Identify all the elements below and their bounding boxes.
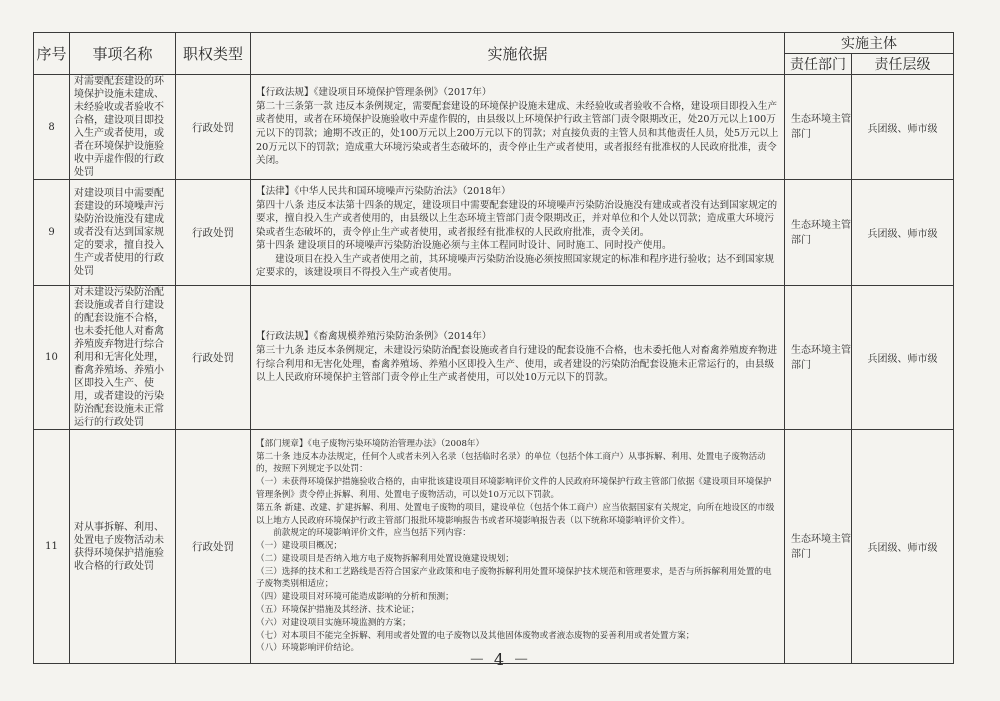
basis-paragraph: 第二十三条第一款 违反本条例规定，需要配套建设的环境保护设施未建成、未经验收或者验收不合格，建设项目即投入生产或者使用，或者在环境保护设施验收中弄虚作假的，由县级以上环境保护行政主管部门责令限期改正，处20万元以上100万元以下的罚款；逾期不改正的，处100万元以上200万元以下的罚款；对直接负责的主管人员和其他责任人员，处5万元以上20万元以下的罚款；造成重大环境污染或者生态破坏的，责令停止生产或者使用，或者报经有批准权的人民政府批准，责令关闭。 [256,100,779,167]
row-dept: 生态环境主管部门 [785,180,852,286]
basis-paragraph: （八）环境影响评价结论。 [256,643,360,654]
row-name: 对未建设污染防治配套设施或者自行建设的配套设施不合格，也未委托他人对畜禽养殖废弃物进行综合利用和无害化处理，畜禽养殖场、养殖小区即投入生产、使用，或者建设的污染防治配套设施未正常运行的行政处罚 [70,286,176,430]
basis-paragraph: （五）环境保护措施及其经济、技术论证； [256,605,420,616]
powers-table [33,32,954,664]
basis-paragraph: 第二十条 违反本办法规定，任何个人或者未列入名录（包括临时名录）的单位（包括个体工商户）从事拆解、利用、处置电子废物活动的，按照下列规定予以处罚： [256,451,766,475]
header-row [34,33,954,54]
basis-paragraph: 第四十八条 违反本法第十四条的规定，建设项目中需要配套建设的环境噪声污染防治设施没有建成或者没有达到国家规定的要求，擅自投入生产或者使用的，由县级以上生态环境主管部门责令限期改正，并对单位和个人处以罚款；造成重大环境污染或者生态破坏的，责令停止生产或者使用，或者报经有批准权的人民政府批准，责令关闭。 [256,199,778,238]
row-seq: 11 [34,430,70,664]
row-level: 兵团级、师市级 [852,286,954,430]
row-level: 兵团级、师市级 [852,180,954,286]
basis-paragraph: 第三十九条 违反本条例规定，未建设污染防治配套设施或者自行建设的配套设施不合格，也未委托他人对畜禽养殖废弃物进行综合利用和无害化处理，畜禽养殖场、养殖小区即投入生产、使用，或者建设的污染防治配套设施未正常运行的，由县级以上人民政府环境保护主管部门责令停止生产或者使用，可以处10万元以下的罚款。 [256,344,778,384]
row-name: 对需要配套建设的环境保护设施未建成、未经验收或者验收不合格，建设项目即投入生产或者使用，或者在环境保护设施验收中弄虚作假的行政处罚 [70,75,176,180]
basis-paragraph: （六）对建设项目实施环境监测的方案； [256,617,411,628]
header-level: 责任层级 [852,54,954,75]
basis-paragraph: 前款规定的环境影响评价文件，应当包括下列内容： [256,528,471,539]
basis-paragraph: （七）对本项目不能完全拆解、利用或者处置的电子废物以及其他固体废物或者液态废物的妥善利用或者处置方案； [256,630,695,641]
basis-paragraph: 【部门规章】《电子废物污染环境防治管理办法》（2008年） [256,438,485,449]
row-seq: 9 [34,180,70,286]
row-name: 对建设项目中需要配套建设的环境噪声污染防治设施没有建成或者没有达到国家规定的要求，擅自投入生产或者使用的行政处罚 [70,180,176,286]
row-type: 行政处罚 [176,286,251,430]
row-dept: 生态环境主管部门 [785,286,852,430]
row-dept: 生态环境主管部门 [785,75,852,180]
header-type: 职权类型 [176,33,251,75]
row-seq: 8 [34,75,70,180]
basis-paragraph: 【法律】《中华人民共和国环境噪声污染防治法》（2018年） [256,185,511,197]
table-row [34,180,954,286]
table-row [34,75,954,180]
header-dept: 责任部门 [785,54,852,75]
row-type: 行政处罚 [176,180,251,286]
row-basis [251,286,785,430]
basis-paragraph: 第十四条 建设项目的环境噪声污染防治设施必须与主体工程同时设计、同时施工、同时投产使用。 [256,240,672,252]
header-name: 事项名称 [70,33,176,75]
basis-paragraph: 【行政法规】《建设项目环境保护管理条例》（2017年） [256,87,492,99]
row-type: 行政处罚 [176,75,251,180]
basis-paragraph: （四）建设项目对环境可能造成影响的分析和预测； [256,592,454,603]
table-row [34,286,954,430]
basis-paragraph: 第五条 新建、改建、扩建拆解、利用、处置电子废物的项目，建设单位（包括个体工商户）应当依据国家有关规定，向所在地设区的市级以上地方人民政府环境保护行政主管部门报批环境影响报告书或者环境影响报告表（以下统称环境影响评价文件）。 [256,502,775,526]
header-seq: 序号 [34,33,70,75]
basis-paragraph: （一）建设项目概况； [256,541,342,552]
header-impl: 实施主体 [785,33,954,54]
page-number: － 4 － [468,650,532,669]
row-seq: 10 [34,286,70,430]
row-basis [251,75,785,180]
row-level: 兵团级、师市级 [852,430,954,664]
row-dept: 生态环境主管部门 [785,430,852,664]
row-type: 行政处罚 [176,430,251,664]
basis-paragraph: （二）建设项目是否纳入地方电子废物拆解利用处置设施建设规划； [256,553,514,564]
row-level: 兵团级、师市级 [852,75,954,180]
table-row [34,430,954,664]
row-basis [251,180,785,286]
basis-paragraph: 【行政法规】《畜禽规模养殖污染防治条例》（2014年） [256,331,492,343]
row-basis [251,430,785,664]
basis-paragraph: （三）选择的技术和工艺路线是否符合国家产业政策和电子废物拆解利用处置环境保护技术规范和管理要求，是否与所拆解利用处置的电子废物类别相适应； [256,566,772,590]
row-name: 对从事拆解、利用、处置电子废物活动未获得环境保护措施验收合格的行政处罚 [70,430,176,664]
basis-paragraph: 建设项目在投入生产或者使用之前，其环境噪声污染防治设施必须按照国家规定的标准和程序进行验收；达不到国家规定要求的，该建设项目不得投入生产或者使用。 [256,253,775,279]
basis-paragraph: （一）未获得环境保护措施验收合格的，由审批该建设项目环境影响评价文件的人民政府环境保护行政主管部门依据《建设项目环境保护管理条例》责令停止拆解、利用、处置电子废物活动，可以处10万元以下罚款。 [256,477,772,500]
header-basis: 实施依据 [251,33,785,75]
